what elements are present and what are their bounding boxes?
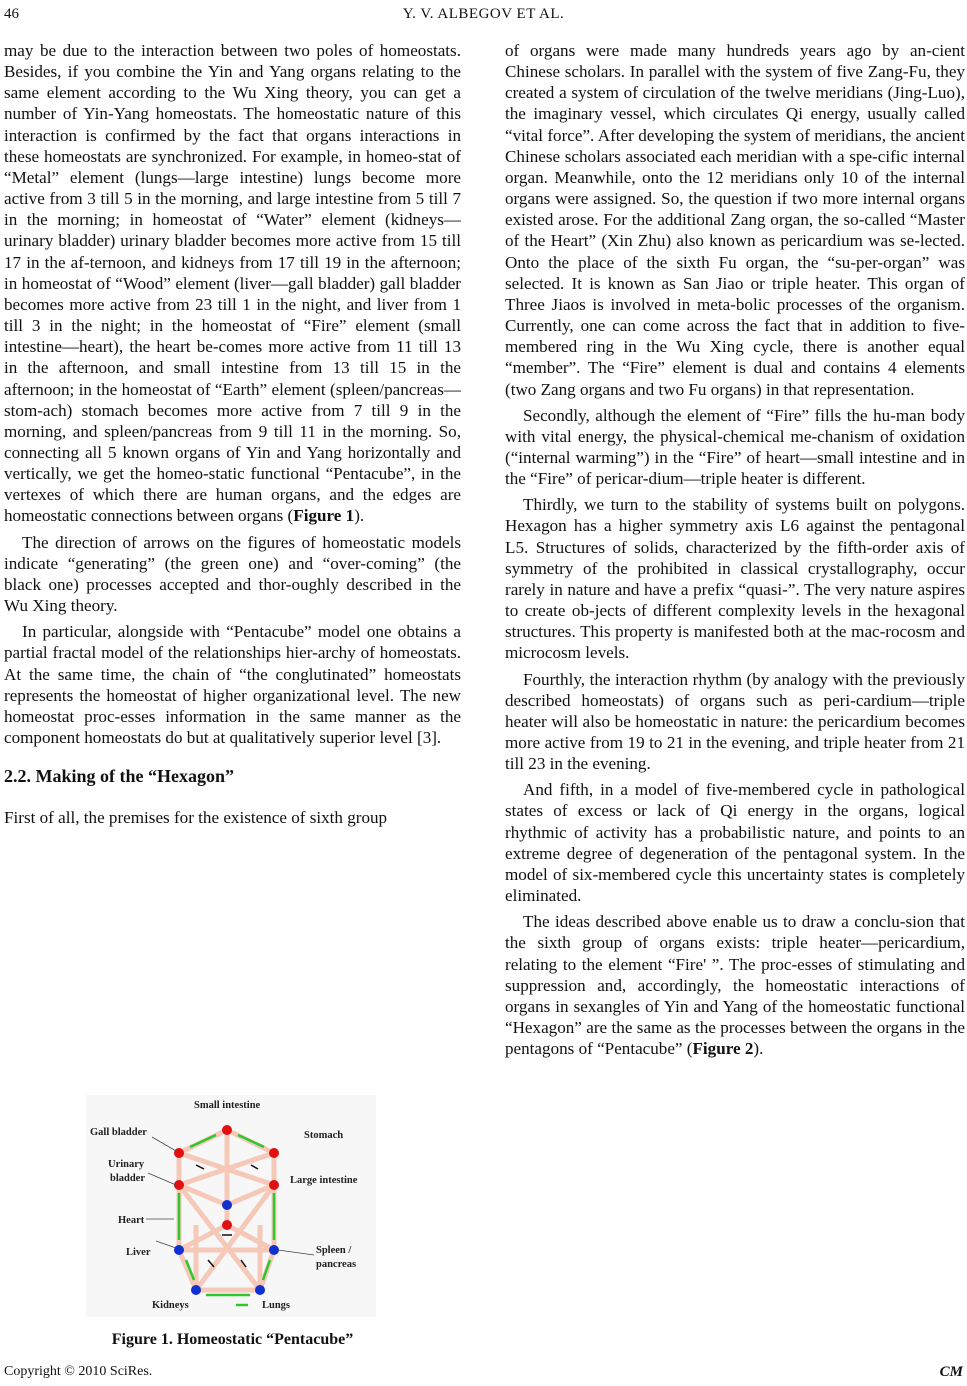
gall-bladder-node (174, 1148, 184, 1158)
label-kidneys: Kidneys (152, 1300, 189, 1311)
spleen-node (269, 1245, 279, 1255)
label-small-intestine: Small intestine (194, 1100, 261, 1111)
small-intestine-node (222, 1125, 232, 1135)
right-paragraph-2: Secondly, although the element of “Fire” fills the hu-man body with vital energy, the physical-chemical me-chanism of oxidation (“internal warming”) in the “Fire” of heart—small intestine and in the “Fire” of pericar-dium—triple heater is different. (505, 405, 965, 489)
paragraph-text: The ideas described above enable us to draw a conclu-sion that the sixth group of organs exists: triple heater—pericardium, relating to the element “Fire' ”. The proc-esses of stimulating and suppression and, accordingly, the homeostatic interactions of organs in sexangles of Yin and Yang of the homeostatic functional “Hexagon” are the same as the processes between the organs in the pentagons of “Pentacube” ( (505, 912, 965, 1059)
figure-2-reference[interactable]: Figure 2 (692, 1039, 754, 1059)
label-spleen-2: pancreas (316, 1259, 357, 1270)
label-liver: Liver (126, 1247, 151, 1258)
right-column (505, 40, 965, 1064)
label-urinary-bladder-2: bladder (110, 1173, 146, 1184)
right-paragraph-1: of organs were made many hundreds years ago by an-cient Chinese scholars. In parallel with the system of five Zang-Fu, they created a system of circulation of the twelve meridians (Jing-Luo), the imaginary vessel, which circulates Qi energy, usually called “vital force”. After developing the system of meridians, the ancient Chinese scholars associated each meridian with a spe-cific internal organ. Meanwhile, onto the 12 meridians only 10 of the internal organs were assigned. So, the question if two more internal organs existed arose. For the additional Zang organ, the so-called “Master of the Heart” (Xin Zhu) also known as pericardium was se-lected. Onto the place of the sixth Fu organ, the “su-per-organ” was selected. It is known as San Jiao or triple heater. This organ of Three Jiaos is involved in meta-bolic processes of the organism. Currently, one can come across the fact that in addition to five-membered ring in the Wu Xing cycle, there is another equal “member”. The “Fire” element is dual and contains 4 elements (two Zang organs and two Fu organs) in that representation. (505, 41, 965, 399)
pentacube-diagram (86, 1095, 376, 1317)
paragraph-text-end: ). (753, 1039, 764, 1059)
figure-1-reference[interactable]: Figure 1 (293, 506, 355, 526)
label-gall-bladder: Gall bladder (90, 1127, 147, 1138)
right-paragraph-3: Thirdly, we turn to the stability of systems built on polygons. Hexagon has a higher symmetry axis L6 against the pentagonal L5. Structures of solids, characterized by the fifth-order axis of symmetry of the prohibited in classical crystallography, occur rarely in nature and have a prefix “quasi-”. The very nature aspires to create ob-jects of different complexity levels in the hexagonal structures. This property is manifested both at the mac-rocosm and microcosm levels. (505, 495, 965, 663)
left-paragraph-3: In particular, alongside with “Pentacube” model one obtains a partial fractal model of the relationships hier-archy of homeostats. At the same time, the chain of “the conglutinated” homeostats represents the homeostat of higher organizational level. The new homeostat proc-esses information in the same manner as the component homeostats do but at qualitatively superior level [3]. (4, 622, 461, 747)
copyright-footer: Copyright © 2010 SciRes. (4, 1364, 153, 1379)
left-column (4, 40, 461, 833)
right-paragraph-6 (505, 911, 965, 1059)
page-number: 46 (4, 6, 19, 22)
label-heart: Heart (118, 1215, 145, 1226)
kidneys-node (191, 1285, 201, 1295)
pentacube-figure (86, 1095, 376, 1317)
right-paragraph-5: And fifth, in a model of five-membered cycle in pathological states of excess or lack of Qi energy in the organs, logical rhythmic of activity has a probabilistic nature, and points to an extreme degree of degeneration of the pentagonal system. In the model of six-membered cycle this uncertainty states is completely eliminated. (505, 780, 965, 906)
label-stomach: Stomach (304, 1130, 344, 1141)
label-spleen-1: Spleen / (316, 1245, 352, 1256)
section-heading: 2.2. Making of the “Hexagon” (4, 766, 235, 787)
running-head: Y. V. ALBEGOV ET AL. (402, 6, 565, 22)
heart-node (222, 1200, 232, 1210)
label-urinary-bladder-1: Urinary (108, 1159, 145, 1170)
center-node (222, 1220, 232, 1230)
label-lungs: Lungs (262, 1300, 291, 1311)
journal-abbrev: CM (939, 1364, 963, 1380)
stomach-node (269, 1148, 279, 1158)
paragraph-text-end: ). (354, 506, 365, 526)
right-paragraph-4: Fourthly, the interaction rhythm (by analogy with the previously described homeostats) of organs such as peri-cardium—triple heater will also be homeostatic in nature: the pericardium becomes more active from 19 to 21 in the evening, and triple heater from 21 till 23 in the evening. (505, 669, 965, 774)
liver-node (174, 1245, 184, 1255)
large-intestine-node (269, 1180, 279, 1190)
label-large-intestine: Large intestine (290, 1175, 358, 1186)
left-paragraph-1 (4, 40, 461, 527)
figure-caption: Figure 1. Homeostatic “Pentacube” (111, 1331, 354, 1348)
paragraph-text: may be due to the interaction between two poles of homeostats. Besides, if you combine the Yin and Yang organs relating to the same element according to the Wu Xing theory, you can get a number of Yin-Yang homeostats. The homeostatic nature of this interaction is confirmed by the fact that organs interactions in these homeostats are synchronized. For example, in homeo-stat of “Metal” element (lungs—large intestine) lungs become more active from 3 till 5 in the morning, and large intestine from 5 till 7 in the morning; in homeostat of “Water” element (kidneys—urinary bladder) urinary bladder becomes more active from 15 till 17 in the af-ternoon, and kidneys from 17 till 19 in the afternoon; in homeostat of “Wood” element (liver—gall bladder) gall bladder becomes more active from 23 till 1 in the night, and liver from 1 till 3 in the night; in the homeostat of “Fire” element (small intestine—heart), the heart be-comes more active from 11 till 13 in the afternoon, and small intestine from 13 till 15 in the afternoon; in the homeostat of “Earth” element (spleen/pancreas—stom-ach) stomach becomes more active from 7 till 9 in the morning, and spleen/pancreas from 9 till 11 in the morning. So, connecting all 5 known organs of Yin and Yang horizontally and vertically, we get the homeo-static functional “Pentacube”, in the vertexes of which there are human organs, and the edges are homeostatic connections between organs ( (4, 41, 461, 526)
lungs-node (255, 1285, 265, 1295)
left-paragraph-4: First of all, the premises for the existence of sixth group (4, 808, 388, 828)
left-paragraph-2: The direction of arrows on the figures of homeostatic models indicate “generating” (the green one) and “over-coming” (the black one) processes accepted and thor-oughly described in the Wu Xing theory. (4, 532, 461, 616)
